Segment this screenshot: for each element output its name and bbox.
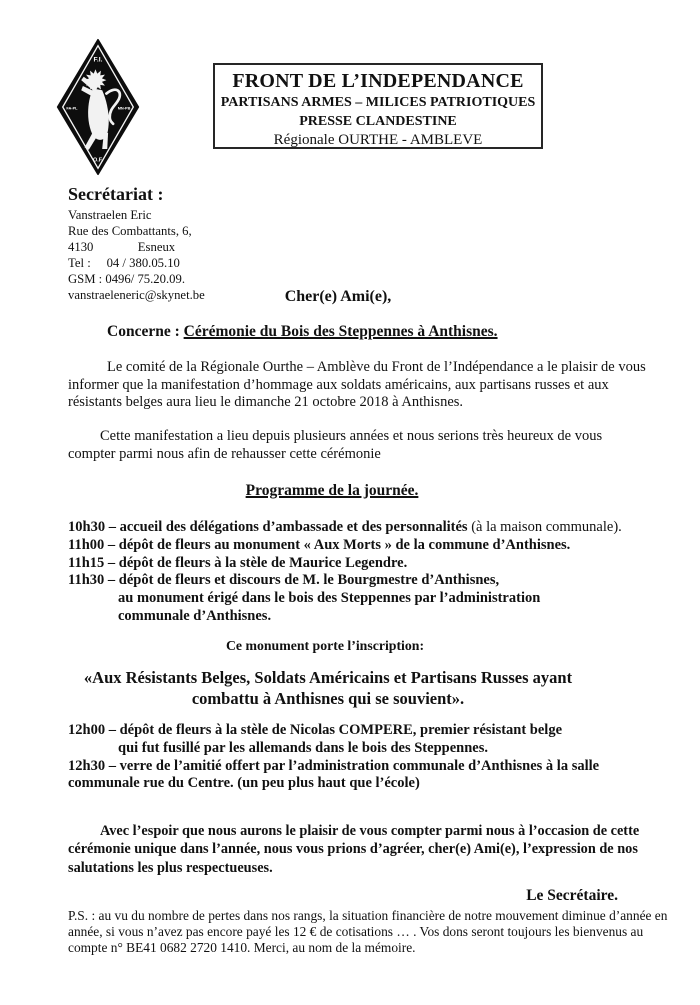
secretariat-street: Rue des Combattants, 6, (68, 224, 192, 238)
logo-left-label: FA-PL (66, 106, 78, 111)
logo-right-label: MN-PB (117, 106, 131, 111)
monument-inscription (0, 668, 656, 709)
tradition-paragraph: Cette manifestation a lieu depuis plusieurs années et nous serions très heureux de vous compter parmi nous afin de rehausser cette cérémonie (68, 428, 603, 462)
secretariat-name: Vanstraelen Eric (68, 208, 152, 222)
secretariat-title: Secrétariat : (68, 184, 164, 204)
org-regional-line: Régionale OURTHE - AMBLEVE (273, 132, 483, 148)
diamond-lion-icon (56, 38, 140, 176)
org-subtitle-2: PRESSE CLANDESTINE (299, 114, 457, 129)
programme-item-bold: 10h30 – accueil des délégations d’ambassade et des personnalités (68, 519, 468, 535)
programme-item-bold: 12h00 – dépôt de fleurs à la stèle de Nicolas COMPERE, premier résistant belge (68, 722, 563, 738)
inscription-line-2: combattu à Anthisnes qui se souvient». (191, 688, 465, 708)
logo-bottom-label: O.F. (93, 157, 103, 164)
closing-paragraph: Avec l’espoir que nous aurons le plaisir de vous compter parmi nous à l’occasion de cette cérémonie unique dans l’année, nous vous prions d’agréer, cher(e) Ami(e), l’expression de nos salutations les plus respectueuses. (68, 823, 640, 876)
logo-top-label: F.I. (93, 56, 103, 64)
programme-title-text: Programme de la journée. (245, 482, 419, 499)
programme-list-2 (68, 722, 688, 793)
org-subtitle-1: PARTISANS ARMES – MILICES PATRIOTIQUES (220, 95, 536, 110)
programme-item-bold: au monument érigé dans le bois des Steppennes par l’administration (118, 590, 541, 607)
programme-item-bold: 11h00 – dépôt de fleurs au monument « Aux Morts » de la commune d’Anthisnes. (68, 536, 571, 553)
programme-item-bold: qui fut fusillé par les allemands dans le bois des Steppennes. (118, 739, 488, 756)
programme-item-continuation (68, 775, 688, 793)
programme-title (0, 482, 664, 500)
programme-item (68, 572, 683, 590)
secretariat-email: vanstraeleneric@skynet.be (68, 288, 205, 302)
programme-item-bold: communale d’Anthisnes. (118, 607, 272, 624)
programme-item-bold: 12h30 – verre de l’amitié offert par l’administration communale d’Anthisnes à la salle (68, 757, 600, 774)
programme-item-bold: 11h30 – dépôt de fleurs et discours de M. le Bourgmestre d’Anthisnes, (68, 572, 500, 589)
org-title: FRONT DE L’INDEPENDANCE (232, 70, 524, 92)
secretariat-city: 4130 Esneux (68, 240, 176, 254)
greeting-line: Cher(e) Ami(e), (284, 288, 392, 305)
organization-header-box (213, 63, 543, 149)
inscription-line-1: «Aux Résistants Belges, Soldats Américains et Partisans Russes ayant (83, 668, 573, 687)
programme-item-bold: communale rue du Centre. (un peu plus haut que l’école) (68, 775, 420, 792)
inscription-intro: Ce monument porte l’inscription: (225, 638, 425, 653)
signature-line: Le Secrétaire. (526, 887, 618, 904)
programme-item (68, 758, 688, 776)
programme-item (68, 722, 688, 740)
programme-item-continuation (68, 740, 688, 758)
subject-line (107, 323, 498, 341)
secretariat-tel: Tel : 04 / 380.05.10 (68, 256, 180, 270)
subject-underlined-text: Cérémonie du Bois des Steppennes à Anthisnes. (183, 323, 498, 340)
secretariat-block (68, 184, 205, 303)
postscript-paragraph: P.S. : au vu du nombre de pertes dans nos rangs, la situation financière de notre mouvement diminue d’année en année, si vous n’avez pas encore payé les 12 € de cotisations … . Vos dons seront toujours les bienvenus au compte n° BE41 0682 2720 1410. Merci, au nom de la mémoire. (68, 908, 668, 955)
secretariat-gsm: GSM : 0496/ 75.20.09. (68, 272, 186, 286)
programme-item-bold: 11h15 – dépôt de fleurs à la stèle de Maurice Legendre. (68, 554, 408, 571)
programme-item-continuation (68, 608, 683, 626)
programme-item-regular: (à la maison communale). (467, 519, 622, 535)
intro-paragraph: Le comité de la Régionale Ourthe – Amblève du Front de l’Indépendance a le plaisir de vous informer que la manifestation d’hommage aux soldats américains, aux partisans russes et aux résistants belges aura lieu le dimanche 21 octobre 2018 à Anthisnes. (68, 359, 646, 411)
fi-diamond-lion-logo (56, 38, 140, 176)
programme-item-continuation (68, 590, 683, 608)
programme-item (68, 519, 683, 537)
programme-item (68, 537, 683, 555)
programme-item (68, 555, 683, 573)
programme-list (68, 519, 683, 626)
subject-label: Concerne : (107, 323, 184, 340)
